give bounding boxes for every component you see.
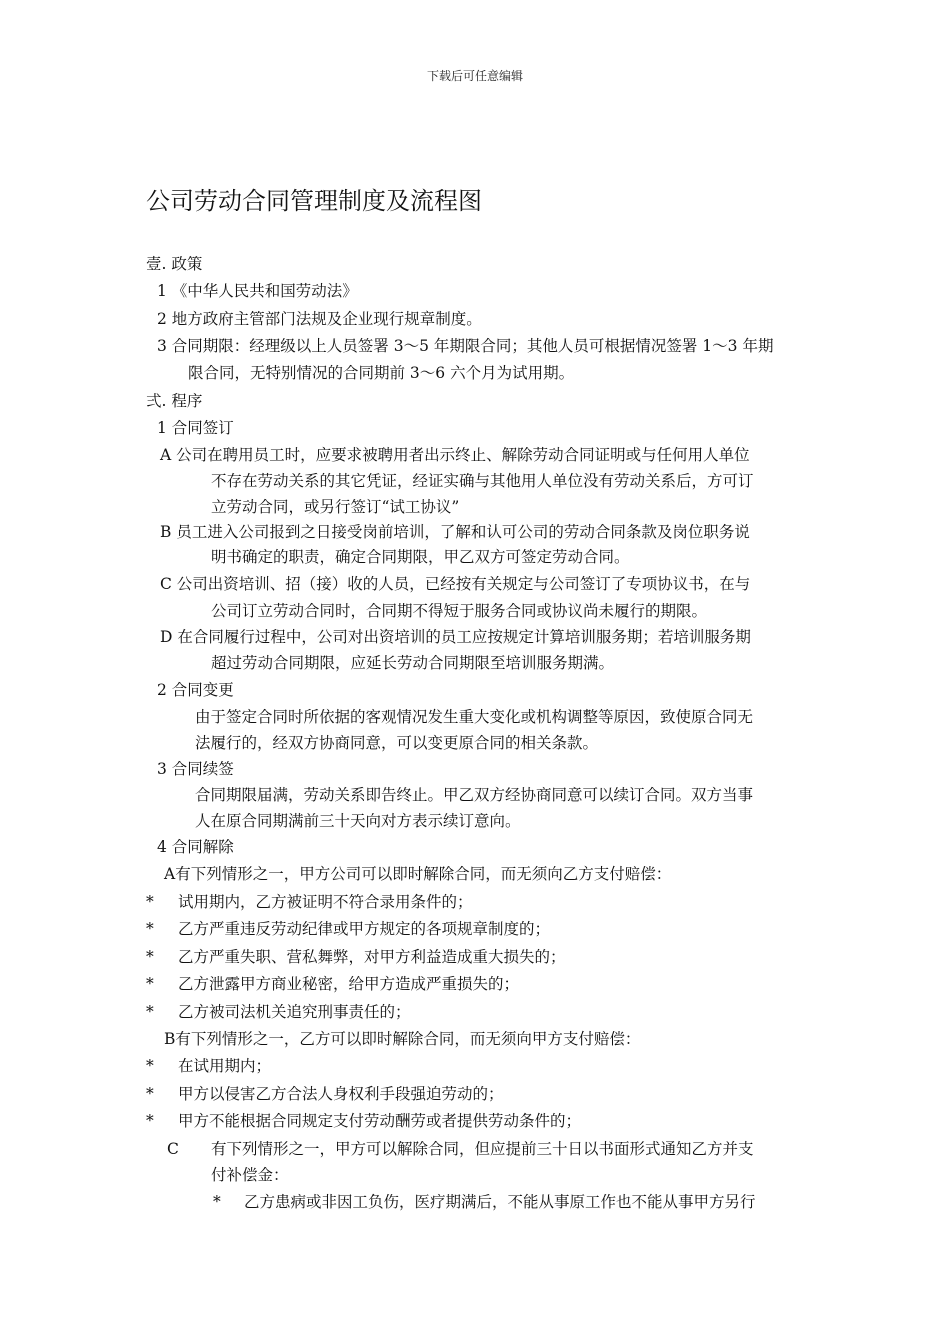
policy-item: 3 合同期限：经理级以上人员签署 3～5 年期限合同；其他人员可根据情况签署 1～3 年期 [157, 337, 774, 355]
clause-line: A有下列情形之一，甲方公司可以即时解除合同，而无须向乙方支付赔偿： [164, 865, 672, 883]
body-line: 人在原合同期满前三十天向对方表示续订意向。 [195, 812, 521, 830]
clause-line: 明书确定的职责，确定合同期限，甲乙双方可签定劳动合同。 [211, 548, 630, 566]
policy-item: 2 地方政府主管部门法规及企业现行规章制度。 [157, 310, 482, 328]
subsection-heading: 3 合同续签 [157, 760, 234, 778]
body-line: 合同期限届满，劳动关系即告终止。甲乙双方经协商同意可以续订合同。双方当事 [195, 786, 754, 804]
bullet-item: 甲方以侵害乙方合法人身权利手段强迫劳动的； [178, 1085, 504, 1103]
section-heading: 壹. 政策 [146, 255, 203, 273]
bullet-marker: * [146, 893, 154, 911]
policy-item-continued: 限合同，无特别情况的合同期前 3～6 六个月为试用期。 [188, 364, 575, 382]
clause-line: B 员工进入公司报到之日接受岗前培训，了解和认可公司的劳动合同条款及岗位职务说 [160, 523, 750, 541]
bullet-marker: * [146, 975, 154, 993]
clause-line: D 在合同履行过程中，公司对出资培训的员工应按规定计算培训服务期；若培训服务期 [160, 628, 751, 646]
clause-line: 超过劳动合同期限，应延长劳动合同期限至培训服务期满。 [211, 654, 615, 672]
body-line: 由于签定合同时所依据的客观情况发生重大变化或机构调整等原因，致使原合同无 [195, 708, 754, 726]
bullet-item: 乙方患病或非因工负伤，医疗期满后，不能从事原工作也不能从事甲方另行 [244, 1193, 756, 1211]
page-title: 公司劳动合同管理制度及流程图 [146, 187, 482, 215]
bullet-item: 乙方被司法机关追究刑事责任的； [178, 1003, 411, 1021]
bullet-marker: * [213, 1193, 221, 1211]
body-line: 法履行的，经双方协商同意，可以变更原合同的相关条款。 [195, 734, 599, 752]
subsection-heading: 4 合同解除 [157, 838, 234, 856]
bullet-item: 乙方严重违反劳动纪律或甲方规定的各项规章制度的； [178, 920, 551, 938]
bullet-marker: * [146, 948, 154, 966]
clause-line: 公司订立劳动合同时，合同期不得短于服务合同或协议尚未履行的期限。 [211, 602, 708, 620]
bullet-item: 乙方泄露甲方商业秘密，给甲方造成严重损失的； [178, 975, 520, 993]
clause-line: A 公司在聘用员工时，应要求被聘用者出示终止、解除劳动合同证明或与任何用人单位 [160, 446, 750, 464]
clause-line: C 公司出资培训、招（接）收的人员，已经按有关规定与公司签订了专项协议书，在与 [160, 575, 751, 593]
clause-line: B有下列情形之一，乙方可以即时解除合同，而无须向甲方支付赔偿： [164, 1030, 641, 1048]
clause-line: 有下列情形之一，甲方可以解除合同，但应提前三十日以书面形式通知乙方并支 [211, 1140, 754, 1158]
bullet-marker: * [146, 1057, 154, 1075]
policy-item: 1 《中华人民共和国劳动法》 [157, 282, 358, 300]
bullet-item: 乙方严重失职、营私舞弊，对甲方利益造成重大损失的； [178, 948, 566, 966]
subsection-heading: 1 合同签订 [157, 419, 234, 437]
bullet-marker: * [146, 1085, 154, 1103]
bullet-marker: * [146, 1003, 154, 1021]
subsection-heading: 2 合同变更 [157, 681, 234, 699]
page-header: 下载后可任意编辑 [426, 69, 523, 83]
bullet-marker: * [146, 1112, 154, 1130]
section-heading: 弍. 程序 [146, 392, 203, 410]
clause-line: 不存在劳动关系的其它凭证，经证实确与其他用人单位没有劳动关系后，方可订 [211, 472, 754, 490]
clause-line: 立劳动合同，或另行签订“试工协议” [211, 498, 460, 516]
clause-line: 付补偿金： [211, 1166, 289, 1184]
clause-label: C [167, 1140, 179, 1158]
bullet-item: 试用期内，乙方被证明不符合录用条件的； [178, 893, 473, 911]
bullet-marker: * [146, 920, 154, 938]
bullet-item: 在试用期内； [178, 1057, 272, 1075]
bullet-item: 甲方不能根据合同规定支付劳动酬劳或者提供劳动条件的； [178, 1112, 582, 1130]
